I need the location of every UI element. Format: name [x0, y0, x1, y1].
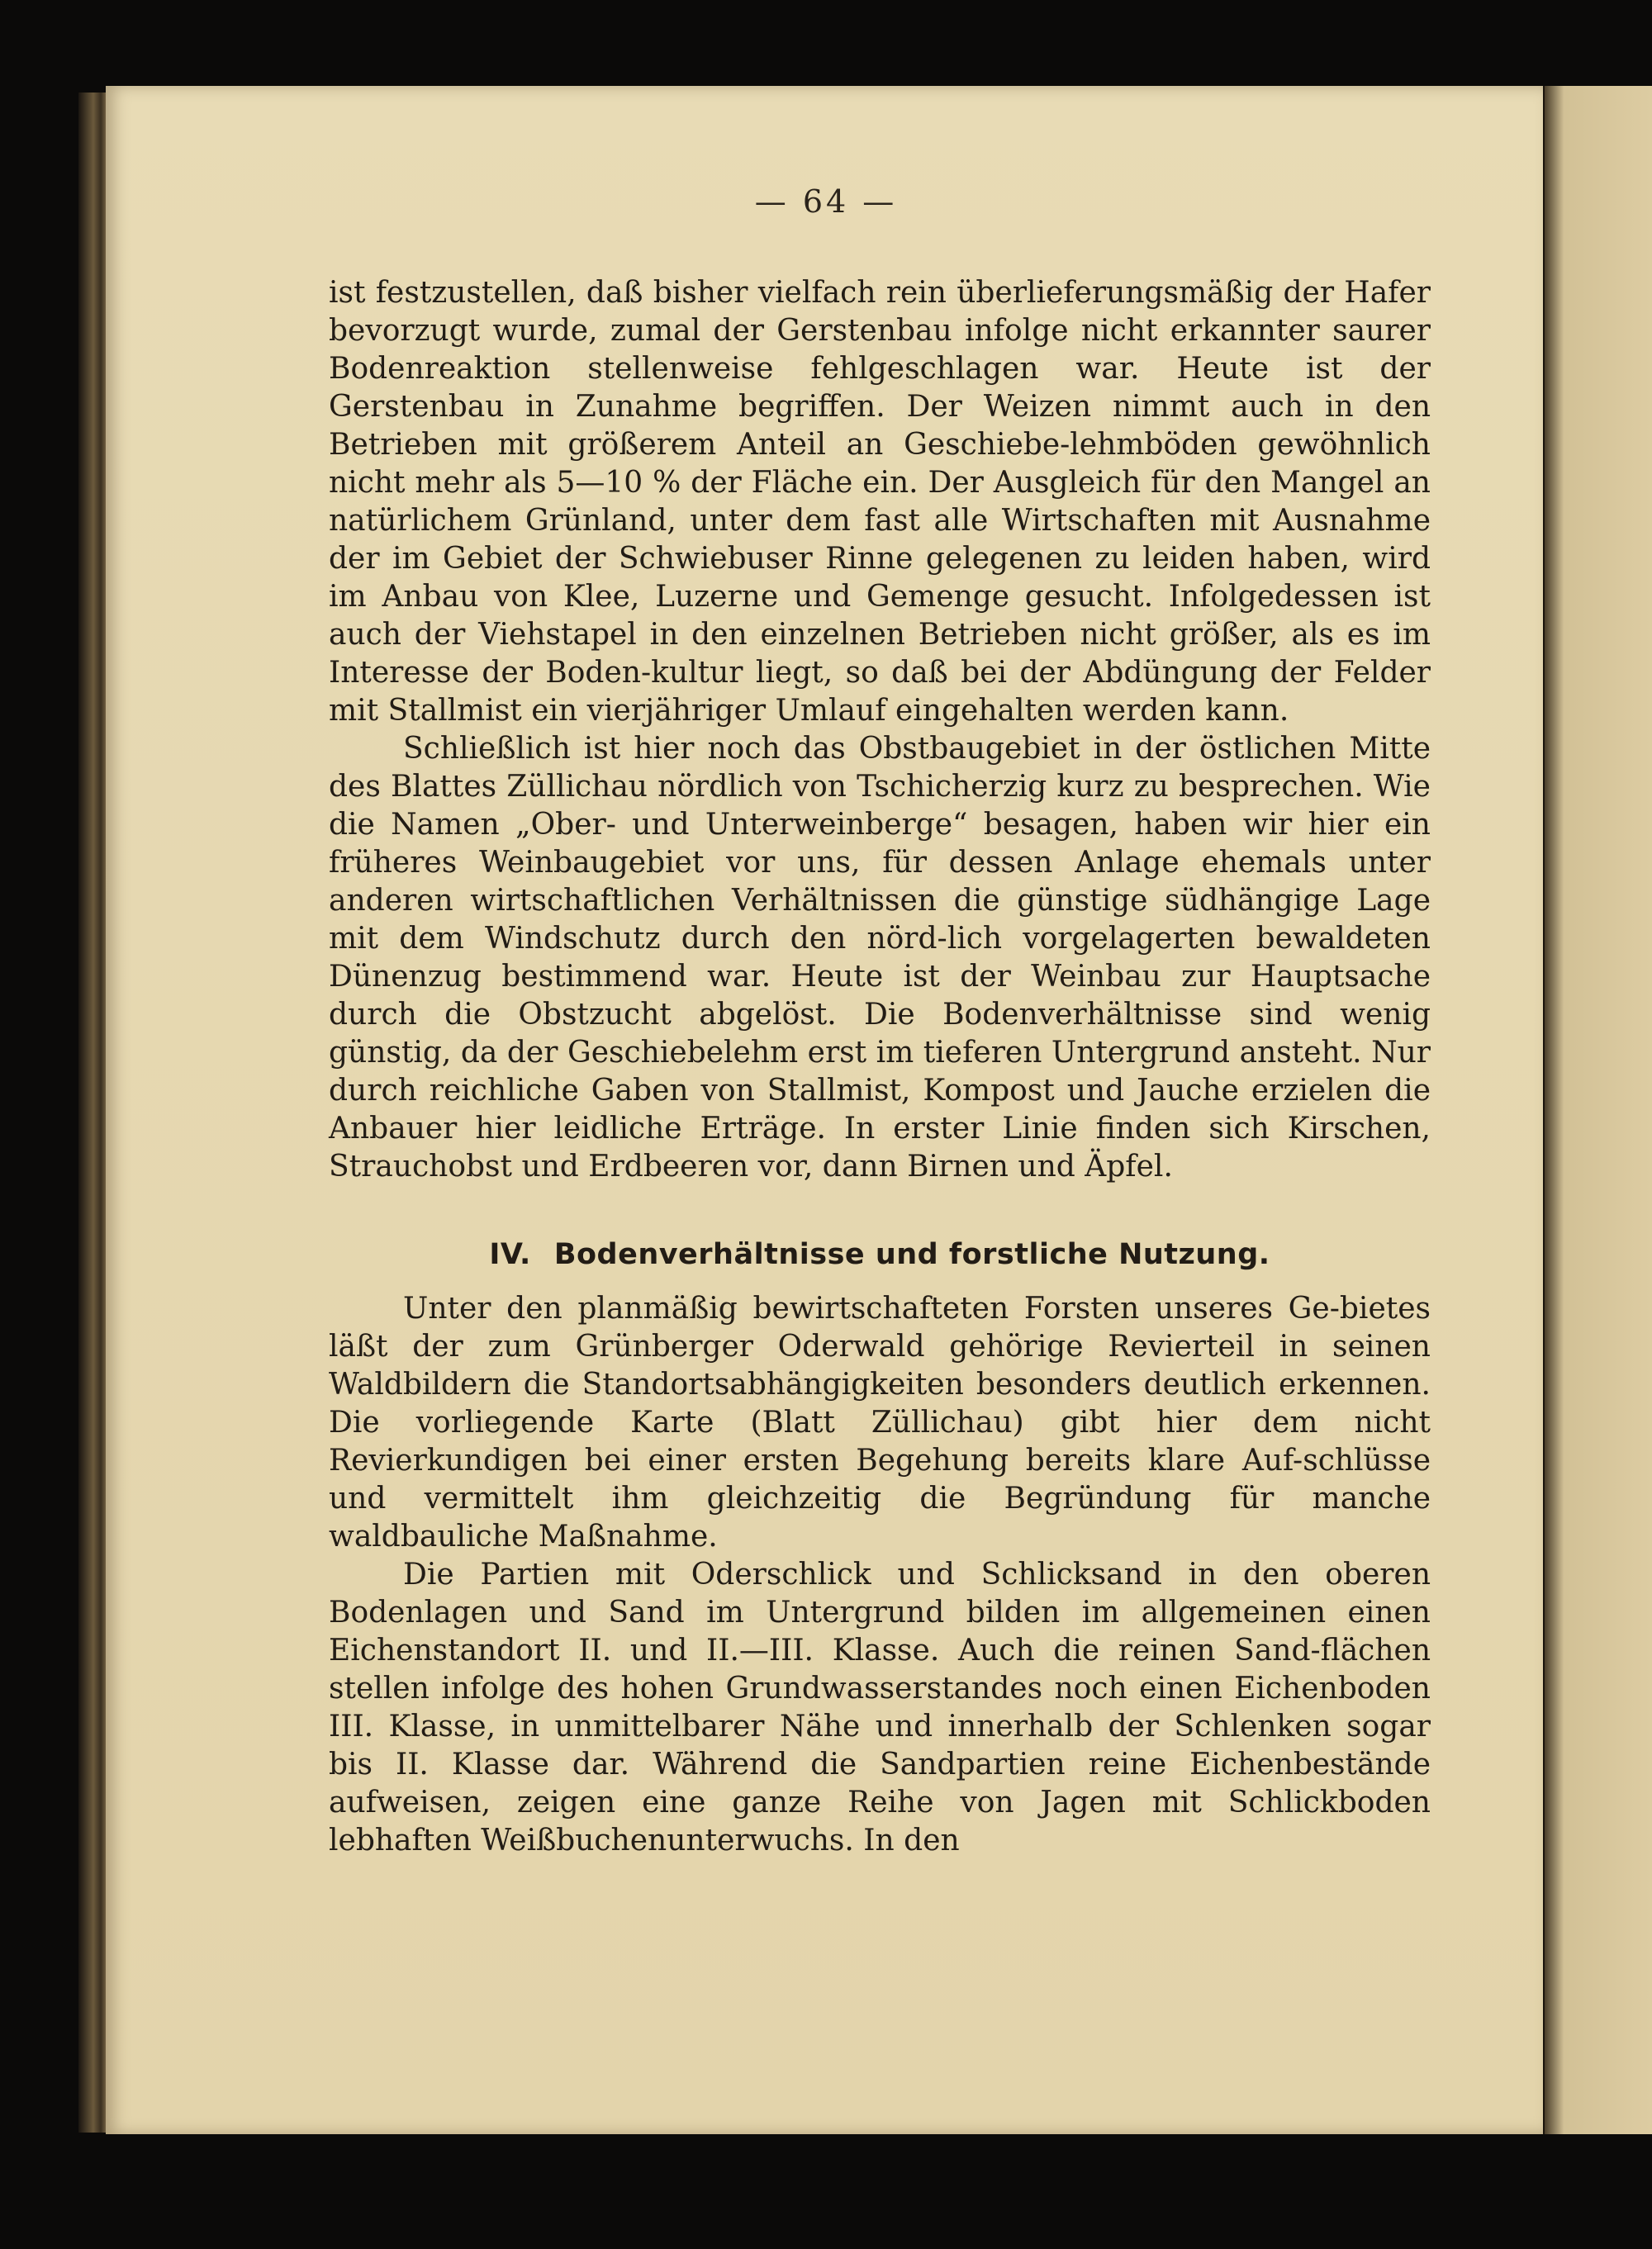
section-title: Bodenverhältnisse und forstliche Nutzung. [553, 1238, 1270, 1271]
section-number: IV. [489, 1238, 531, 1271]
facing-page-edge [1545, 86, 1652, 2134]
paragraph-continued: ist festzustellen, daß bisher vielfach rein überlieferungsmäßig der Hafer bevorzugt wurde, zumal der Gerstenbau infolge nicht erkannter saurer Bodenreaktion stellenweise fehlgeschlagen war. Heute ist der Gerstenbau in Zunahme begriffen. Der Weizen nimmt auch in den Betrieben mit größerem Anteil an Geschiebe-lehmböden gewöhnlich nicht mehr als 5—10 % der Fläche ein. Der Ausgleich für den Mangel an natürlichem Grünland, unter dem fast alle Wirtschaften mit Ausnahme der im Gebiet der Schwiebuser Rinne gelegenen zu leiden haben, wird im Anbau von Klee, Luzerne und Gemenge gesucht. Infolgedessen ist auch der Viehstapel in den einzelnen Betrieben nicht größer, als es im Interesse der Boden-kultur liegt, so daß bei der Abdüngung der Felder mit Stallmist ein vierjähriger Umlauf eingehalten werden kann. [329, 276, 1431, 728]
paragraph-forsten: Unter den planmäßig bewirtschafteten Forsten unseres Ge-bietes läßt der zum Grünberger Oderwald gehörige Revierteil in seinen Waldbildern die Standortsabhängigkeiten besonders deutlich erkennen. Die vorliegende Karte (Blatt Züllichau) gibt hier dem nicht Revierkundigen bei einer ersten Begehung bereits klare Auf-schlüsse und vermittelt ihm gleichzeitig die Begründung für manche waldbauliche Maßnahme. [329, 1292, 1431, 1554]
page-body [329, 274, 1431, 1860]
paragraph-obstbaugebiet: Schließlich ist hier noch das Obstbaugebiet in der östlichen Mitte des Blattes Züllichau nördlich von Tschicherzig kurz zu besprechen. Wie die Namen „Ober- und Unterweinberge“ besagen, haben wir hier ein früheres Weinbaugebiet vor uns, für dessen Anlage ehemals unter anderen wirtschaftlichen Verhältnissen die günstige südhängige Lage mit dem Windschutz durch den nörd-lich vorgelagerten bewaldeten Dünenzug bestimmend war. Heute ist der Weinbau zur Hauptsache durch die Obstzucht abgelöst. Die Bodenverhältnisse sind wenig günstig, da der Geschiebelehm erst im tieferen Untergrund ansteht. Nur durch reichliche Gaben von Stallmist, Kompost und Jauche erzielen die Anbauer hier leidliche Erträge. In erster Linie finden sich Kirschen, Strauchobst und Erdbeeren vor, dann Birnen und Äpfel. [329, 732, 1431, 1184]
section-heading [329, 1236, 1431, 1274]
paragraph-partien: Die Partien mit Oderschlick und Schlicksand in den oberen Bodenlagen und Sand im Untergrund bilden im allgemeinen einen Eichenstandort II. und II.—III. Klasse. Auch die reinen Sand-flächen stellen infolge des hohen Grundwasserstandes noch einen Eichenboden III. Klasse, in unmittelbarer Nähe und innerhalb der Schlenken sogar bis II. Klasse dar. Während die Sandpartien reine Eichenbestände aufweisen, zeigen eine ganze Reihe von Jagen mit Schlickboden lebhaften Weißbuchenunterwuchs. In den [329, 1558, 1431, 1858]
page-number: — 64 — [754, 183, 898, 220]
